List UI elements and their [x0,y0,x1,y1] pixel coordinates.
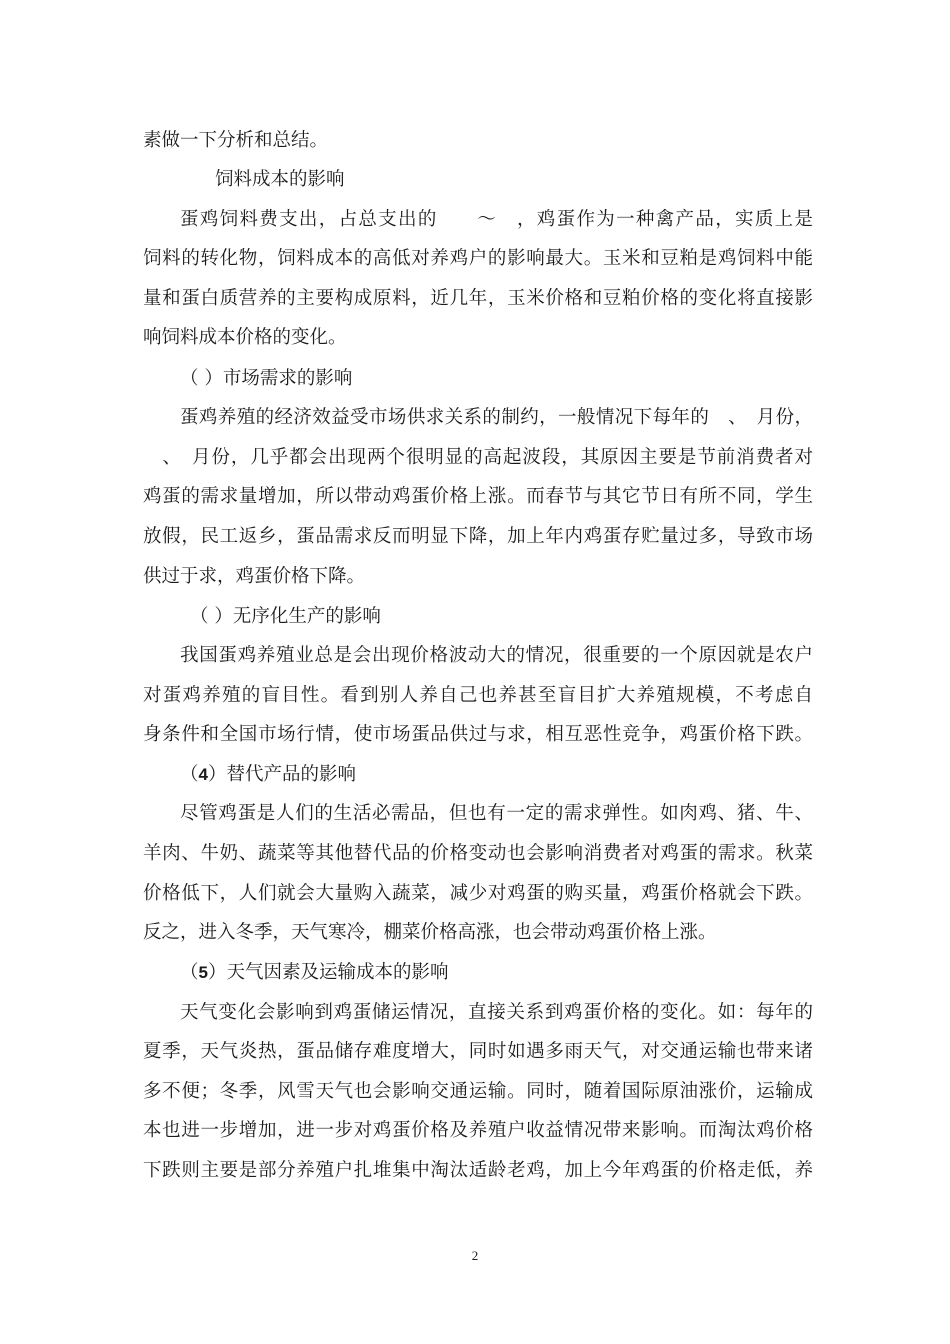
paragraph-line: 下跌则主要是部分养殖户扎堆集中淘汰适龄老鸡，加上今年鸡蛋的价格走低，养 [143,1160,813,1181]
paragraph-line: 尽管鸡蛋是人们的生活必需品，但也有一定的需求弹性。如肉鸡、猪、牛、 [180,803,813,824]
heading-number: 4 [198,765,208,784]
paragraph-line: 蛋鸡养殖的经济效益受市场供求关系的制约，一般情况下每年的 、 月份， [180,407,813,428]
paragraph-line: 身条件和全国市场行情，使市场蛋品供过与求，相互恶性竞争，鸡蛋价格下跌。 [143,724,813,745]
paragraph-line: 供过于求，鸡蛋价格下降。 [143,566,366,587]
section-heading-disordered-production: （ ）无序化生产的影响 [190,606,381,627]
paragraph-line: 我国蛋鸡养殖业总是会出现价格波动大的情况，很重要的一个原因就是农户 [180,645,813,666]
paragraph-line: 响饲料成本价格的变化。 [143,327,347,348]
paragraph-line: 放假，民工返乡，蛋品需求反而明显下降，加上年内鸡蛋存贮量过多，导致市场 [143,526,813,547]
paragraph-line: 多不便；冬季，风雪天气也会影响交通运输。同时，随着国际原油涨价，运输成 [143,1081,813,1102]
paragraph-line: 、 月份，几乎都会出现两个很明显的高起波段，其原因主要是节前消费者对 [143,447,813,468]
paragraph-line: 对蛋鸡养殖的盲目性。看到别人养自己也养甚至盲目扩大养殖规模，不考虑自 [143,685,813,706]
paragraph-line: 夏季，天气炎热，蛋品储存难度增大，同时如遇多雨天气，对交通运输也带来诸 [143,1041,813,1062]
heading-number: 5 [198,963,208,982]
paragraph-line: 羊肉、牛奶、蔬菜等其他替代品的价格变动也会影响消费者对鸡蛋的需求。秋菜 [143,843,813,864]
paragraph-line: 量和蛋白质营养的主要构成原料，近几年，玉米价格和豆粕价格的变化将直接影 [143,288,813,309]
section-heading-weather-transport: （5）天气因素及运输成本的影响 [180,962,449,983]
section-heading-feed-cost: 饲料成本的影响 [215,169,345,190]
paragraph-line: 鸡蛋的需求量增加，所以带动鸡蛋价格上涨。而春节与其它节日有所不同，学生 [143,486,813,507]
paragraph-line: 素做一下分析和总结。 [143,130,329,151]
paragraph-line: 蛋鸡饲料费支出，占总支出的 ～ ，鸡蛋作为一种禽产品，实质上是 [180,209,813,230]
paragraph-line: 反之，进入冬季，天气寒冷，棚菜价格高涨，也会带动鸡蛋价格上涨。 [143,922,717,943]
paragraph-line: 天气变化会影响到鸡蛋储运情况，直接关系到鸡蛋价格的变化。如：每年的 [180,1002,813,1023]
section-heading-market-demand: （ ）市场需求的影响 [180,368,353,389]
section-heading-substitutes: （4）替代产品的影响 [180,764,356,785]
paragraph-line: 饲料的转化物，饲料成本的高低对养鸡户的影响最大。玉米和豆粕是鸡饲料中能 [143,248,813,269]
paragraph-line: 本也进一步增加，进一步对鸡蛋价格及养殖户收益情况带来影响。而淘汰鸡价格 [143,1120,813,1141]
paragraph-line: 价格低下，人们就会大量购入蔬菜，减少对鸡蛋的购买量，鸡蛋价格就会下跌。 [143,883,813,904]
page-number: 2 [471,1248,479,1263]
